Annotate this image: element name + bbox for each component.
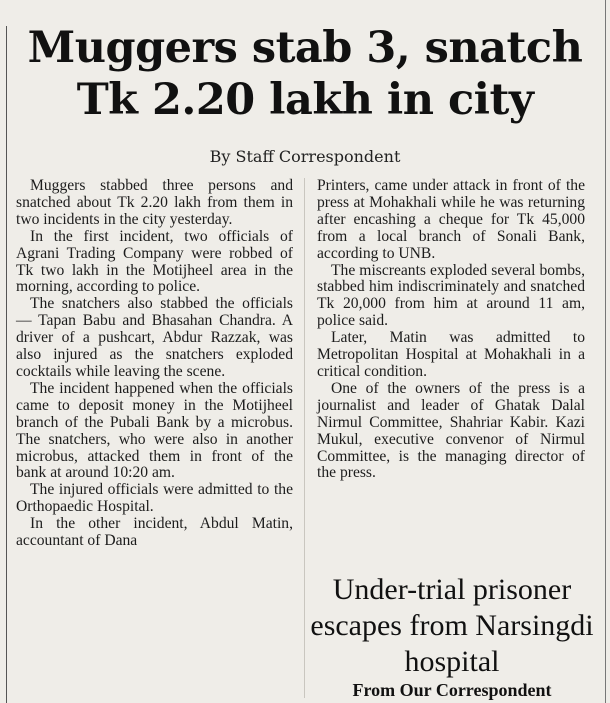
body-paragraph: One of the owners of the press is a journalist and leader of Ghatak Dalal Nirmul Committee, Shahriar Kabir. Kazi Mukul, executive convenor of Nirmul Committee, is the managing director of the press.	[317, 379, 585, 482]
body-paragraph: Later, Matin was admitted to Metropolitan Hospital at Mohakhali in a critical condition.	[317, 329, 585, 380]
body-paragraph: Printers, came under attack in front of the press at Mohakhali while he was returning after encashing a cheque for Tk 45,000 from a local branch of Sonali Bank, according to UNB.	[317, 177, 585, 262]
body-paragraph: In the other incident, Abdul Matin, accountant of Dana	[16, 515, 293, 550]
article-body-left-column	[16, 178, 293, 550]
right-column-rule	[605, 0, 606, 703]
body-paragraph: Muggers stabbed three persons and snatched about Tk 2.20 lakh from them in two incidents in the city yesterday.	[16, 177, 293, 228]
body-paragraph: The snatchers also stabbed the officials — Tapan Babu and Bhasahan Chandra. A driver of a pushcart, Abdur Razzak, was also injured as the snatchers exploded cocktails while leaving the scene.	[16, 295, 293, 380]
body-paragraph: The incident happened when the officials came to deposit money in the Motijheel branch of the Pubali Bank by a microbus. The snatchers, who were also in another microbus, attacked them in front of the bank at around 10:20 am.	[16, 379, 293, 482]
left-column-rule	[6, 26, 7, 703]
column-divider	[304, 178, 305, 698]
body-paragraph: The injured officials were admitted to the Orthopaedic Hospital.	[16, 481, 293, 516]
body-paragraph: In the first incident, two officials of Agrani Trading Company were robbed of Tk two lakh in the Motijheel area in the morning, according to police.	[16, 227, 293, 296]
article-byline: By Staff Correspondent	[209, 147, 401, 166]
article-body-right-column	[317, 178, 585, 482]
second-article-byline: From Our Correspondent	[352, 680, 552, 700]
second-article-headline: Under-trial prisoner escapes from Narsingdi hospital	[310, 573, 594, 678]
article-headline: Muggers stab 3, snatch Tk 2.20 lakh in city	[27, 23, 583, 125]
body-paragraph: The miscreants exploded several bombs, stabbed him indiscriminately and snatched Tk 20,000 from him at around 11 am, police said.	[317, 261, 585, 330]
